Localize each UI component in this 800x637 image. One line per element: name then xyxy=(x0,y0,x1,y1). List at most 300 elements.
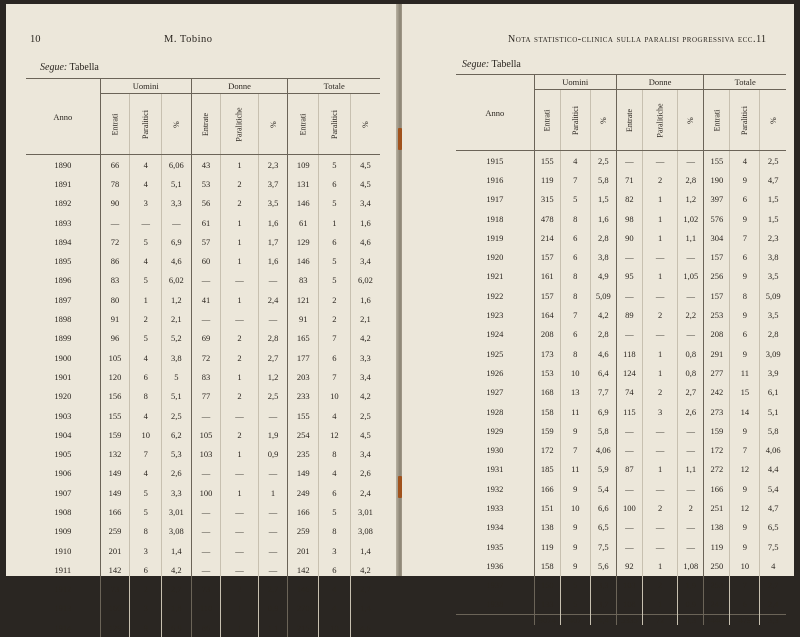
table-cell: 2 xyxy=(221,194,258,213)
table-cell: 8 xyxy=(130,387,162,406)
table-cell: 4,06 xyxy=(590,440,616,459)
year-cell: 1926 xyxy=(486,367,504,378)
table-cell: 2,7 xyxy=(258,580,288,599)
table-row xyxy=(26,406,380,425)
year-cell: 1894 xyxy=(54,236,72,247)
table-cell: 4,6 xyxy=(162,251,192,270)
table-cell: 2,1 xyxy=(350,309,380,328)
table-cell: 2 xyxy=(130,580,162,599)
table-cell: 155 xyxy=(100,406,130,425)
column-header xyxy=(730,90,760,151)
year-header: Anno xyxy=(26,79,100,155)
table-cell: 1,6 xyxy=(590,209,616,228)
table-cell: 10 xyxy=(319,387,351,406)
year-cell: 1917 xyxy=(486,194,504,205)
column-header-label: Entrati xyxy=(542,109,552,132)
table-row xyxy=(26,599,380,618)
table-cell: 259 xyxy=(100,522,130,541)
table-cell: 3,3 xyxy=(350,348,380,367)
table-cell: 165 xyxy=(288,329,319,348)
table-cell: 1,4 xyxy=(350,599,380,618)
column-header-label: Paralitici xyxy=(141,110,151,139)
table-cell: 10 xyxy=(319,618,351,637)
table-cell: 6 xyxy=(319,560,351,579)
column-header-label: Paralitici xyxy=(329,110,339,139)
year-cell: 1933 xyxy=(486,502,504,513)
column-header xyxy=(258,94,288,155)
table-row xyxy=(26,580,380,599)
table-cell: 105 xyxy=(100,348,130,367)
table-cell: 6,4 xyxy=(590,363,616,382)
table-cell: — xyxy=(642,421,677,440)
table-cell: 4 xyxy=(560,151,590,171)
segue-word: Segue: xyxy=(462,59,490,70)
table-cell: 5,8 xyxy=(760,421,786,440)
table-cell: 4,6 xyxy=(350,618,380,637)
table-cell: 82 xyxy=(616,190,642,209)
running-head: Nota statistico-clinica sulla paralisi progressiva ecc. xyxy=(508,34,756,45)
year-cell: 1930 xyxy=(486,445,504,456)
table-row xyxy=(26,290,380,309)
year-cell: 1895 xyxy=(54,256,72,267)
year-cell: 1900 xyxy=(54,352,72,363)
year-cell: 1920 xyxy=(486,252,504,263)
table-cell: 7 xyxy=(730,576,760,595)
table-cell: 3,3 xyxy=(162,483,192,502)
table-cell: 146 xyxy=(288,580,319,599)
table-cell: 9 xyxy=(730,518,760,537)
year-cell: 1937 xyxy=(486,580,504,591)
table-cell: 155 xyxy=(288,406,319,425)
table-cell: 4 xyxy=(130,174,162,193)
table-cell: 3,5 xyxy=(760,267,786,286)
year-cell: 1915 xyxy=(486,155,504,166)
table-cell: 1,05 xyxy=(678,267,704,286)
table-cell: 241 xyxy=(704,595,730,615)
table-row xyxy=(456,383,786,402)
table-row xyxy=(26,194,380,213)
table-row xyxy=(26,483,380,502)
table-cell: 83 xyxy=(100,271,130,290)
table-cell: 201 xyxy=(100,541,130,560)
table-cell: 2 xyxy=(221,348,258,367)
column-header xyxy=(191,94,221,155)
table-cell: 1 xyxy=(221,599,258,618)
table-cell: 3,8 xyxy=(590,247,616,266)
table-cell: 11 xyxy=(560,460,590,479)
table-cell: 92 xyxy=(616,556,642,575)
table-cell: — xyxy=(191,271,221,290)
table-cell: 272 xyxy=(704,460,730,479)
table-cell: 103 xyxy=(616,576,642,595)
table-cell: 0,9 xyxy=(258,599,288,618)
table-cell: 6 xyxy=(730,325,760,344)
table-cell: 1 xyxy=(642,556,677,575)
table-cell: 100 xyxy=(616,498,642,517)
table-cell: 3,08 xyxy=(350,522,380,541)
table-cell: 1,5 xyxy=(590,190,616,209)
table-cell: 4 xyxy=(319,580,351,599)
table-row xyxy=(26,387,380,406)
table-cell: — xyxy=(642,151,677,171)
table-cell: 7 xyxy=(130,444,162,463)
table-cell: 10 xyxy=(730,556,760,575)
table-cell: 4,2 xyxy=(350,560,380,579)
table-cell: 110 xyxy=(191,599,221,618)
table-cell: — xyxy=(616,151,642,171)
table-cell: 7 xyxy=(319,367,351,386)
table-cell: 77 xyxy=(191,387,221,406)
table-row xyxy=(26,464,380,483)
table-cell: 1 xyxy=(221,483,258,502)
table-cell: — xyxy=(678,247,704,266)
table-cell: 256 xyxy=(704,267,730,286)
table-cell: 3,5 xyxy=(258,194,288,213)
table-cell: 4,6 xyxy=(590,344,616,363)
year-cell: 1896 xyxy=(54,275,72,286)
table-cell: 2 xyxy=(642,383,677,402)
year-cell: 1921 xyxy=(486,271,504,282)
table-cell: 6 xyxy=(560,325,590,344)
table-cell: 129 xyxy=(288,232,319,251)
table-cell: 131 xyxy=(288,174,319,193)
table-cell: 1,08 xyxy=(678,556,704,575)
table-cell: 576 xyxy=(704,209,730,228)
table-cell: — xyxy=(130,213,162,232)
table-cell: 2 xyxy=(221,387,258,406)
table-cell: 407 xyxy=(560,615,590,626)
table-cell: 2 xyxy=(319,290,351,309)
table-cell: 3 xyxy=(130,194,162,213)
table-cell: 103 xyxy=(191,444,221,463)
table-cell: 0,9 xyxy=(258,444,288,463)
table-row xyxy=(456,537,786,556)
column-header xyxy=(642,90,677,151)
table-cell: 185 xyxy=(534,460,560,479)
group-header: Donne xyxy=(191,79,288,94)
table-cell: 253 xyxy=(704,576,730,595)
table-cell: 4 xyxy=(319,599,351,618)
table-row xyxy=(456,460,786,479)
table-cell: 8 xyxy=(560,286,590,305)
year-cell: 1931 xyxy=(486,464,504,475)
column-header xyxy=(100,94,130,155)
table-cell: 259 xyxy=(288,522,319,541)
table-cell: 5,8 xyxy=(590,421,616,440)
year-cell: 1934 xyxy=(486,522,504,533)
year-cell: 1890 xyxy=(54,159,72,170)
table-cell: 138 xyxy=(704,518,730,537)
table-cell: — xyxy=(191,309,221,328)
table-cell: 13 xyxy=(560,383,590,402)
table-cell: 149 xyxy=(100,464,130,483)
table-cell: 109 xyxy=(288,155,319,175)
table-cell: — xyxy=(191,406,221,425)
table-cell: 4 xyxy=(319,406,351,425)
table-cell: 72 xyxy=(100,232,130,251)
table-row xyxy=(26,618,380,637)
table-cell: 270 xyxy=(288,599,319,618)
table-row xyxy=(456,190,786,209)
table-cell: 5,8 xyxy=(590,170,616,189)
table-cell: 1,02 xyxy=(678,209,704,228)
table-cell: — xyxy=(678,286,704,305)
table-cell: 3,5 xyxy=(760,305,786,324)
table-cell: 4 xyxy=(130,464,162,483)
table-row xyxy=(456,209,786,228)
table-cell: 5 xyxy=(560,190,590,209)
table-cell: 203 xyxy=(288,367,319,386)
table-cell: 7 xyxy=(560,440,590,459)
table-cell: 146 xyxy=(288,194,319,213)
column-header-label: % xyxy=(360,121,370,128)
year-cell: 1912 xyxy=(54,584,72,595)
table-cell: 3,7 xyxy=(258,174,288,193)
table-cell: 166 xyxy=(288,502,319,521)
table-row xyxy=(26,348,380,367)
table-cell: 12 xyxy=(319,425,351,444)
year-cell: 1908 xyxy=(54,506,72,517)
table-cell: 2,8 xyxy=(590,228,616,247)
table-cell: 56 xyxy=(191,194,221,213)
table-cell: 153 xyxy=(534,363,560,382)
table-cell: 1,6 xyxy=(258,251,288,270)
table-cell: 43 xyxy=(191,155,221,175)
column-header-label: % xyxy=(171,121,181,128)
column-header xyxy=(616,90,642,151)
year-cell: 1927 xyxy=(486,387,504,398)
table-cell: 0,8 xyxy=(678,363,704,382)
table-cell: 6,9 xyxy=(590,402,616,421)
table-cell: 7,7 xyxy=(590,383,616,402)
table-cell: 3,09 xyxy=(760,344,786,363)
table-cell: 5 xyxy=(130,232,162,251)
year-cell: 1906 xyxy=(54,468,72,479)
table-cell: 160 xyxy=(100,599,130,618)
group-header: Totale xyxy=(704,75,786,90)
year-cell: 1924 xyxy=(486,329,504,340)
table-cell: 6 xyxy=(319,348,351,367)
year-cell: 1925 xyxy=(486,348,504,359)
table-cell: 2 xyxy=(221,329,258,348)
table-cell: 4 xyxy=(130,155,162,175)
column-header-label: Paralitici xyxy=(570,106,580,135)
table-cell: 3 xyxy=(319,541,351,560)
table-cell: 3 xyxy=(130,541,162,560)
table-cell: 1 xyxy=(642,344,677,363)
year-cell: 1903 xyxy=(54,410,72,421)
table-cell: 159 xyxy=(100,425,130,444)
table-cell: 3,4 xyxy=(350,367,380,386)
table-cell: 4,5 xyxy=(350,425,380,444)
table-cell: 146 xyxy=(288,251,319,270)
table-cell: 2 xyxy=(221,425,258,444)
year-cell: 1918 xyxy=(486,213,504,224)
table-cell: 173 xyxy=(534,344,560,363)
table-cell: 3,8 xyxy=(760,247,786,266)
table-cell: 10 xyxy=(560,363,590,382)
table-cell: 11 xyxy=(560,402,590,421)
table-cell: 249 xyxy=(288,483,319,502)
table-cell: 6 xyxy=(730,247,760,266)
table-cell: 4 xyxy=(730,151,760,171)
segue-label xyxy=(40,62,99,73)
table-cell: 4,6 xyxy=(350,232,380,251)
table-cell: 2,7 xyxy=(162,580,192,599)
table-cell: 78 xyxy=(100,174,130,193)
table-cell: 1 xyxy=(221,232,258,251)
table-cell: 74 xyxy=(616,383,642,402)
table-cell: — xyxy=(258,541,288,560)
table-cell: 6,5 xyxy=(760,518,786,537)
page-number: 10 xyxy=(30,34,41,45)
table-cell: 15 xyxy=(730,383,760,402)
table-cell: 2,5 xyxy=(162,406,192,425)
table-cell: 155 xyxy=(534,151,560,171)
table-cell: 4,4 xyxy=(590,615,616,626)
table-cell: 4,5 xyxy=(350,174,380,193)
table-cell: 397 xyxy=(704,190,730,209)
segue-word: Segue: xyxy=(40,62,68,73)
year-cell: 1910 xyxy=(54,545,72,556)
table-cell: — xyxy=(642,325,677,344)
table-row xyxy=(456,595,786,615)
table-cell: 115 xyxy=(616,402,642,421)
table-cell: 1,9 xyxy=(678,576,704,595)
data-table xyxy=(456,74,786,625)
table-row xyxy=(456,344,786,363)
table-cell: 10 xyxy=(560,498,590,517)
table-cell: 1 xyxy=(130,290,162,309)
table-cell: 4,2 xyxy=(162,560,192,579)
table-cell: 6 xyxy=(730,190,760,209)
table-cell: 157 xyxy=(534,247,560,266)
table-cell: 6 xyxy=(319,232,351,251)
table-cell: 1,1 xyxy=(678,460,704,479)
table-cell: 1 xyxy=(221,213,258,232)
column-header xyxy=(288,94,319,155)
table-cell: 5 xyxy=(560,576,590,595)
year-cell: 1938 xyxy=(486,599,504,610)
table-cell: 2,8 xyxy=(590,325,616,344)
table-cell: — xyxy=(221,406,258,425)
year-cell: 1923 xyxy=(486,310,504,321)
table-cell: 4,2 xyxy=(590,305,616,324)
column-header xyxy=(221,94,258,155)
table-cell: 6 xyxy=(730,595,760,615)
table-cell: 1 xyxy=(221,444,258,463)
table-cell: 2,3 xyxy=(258,155,288,175)
table-cell: 304 xyxy=(704,228,730,247)
year-cell: 1935 xyxy=(486,541,504,552)
column-header xyxy=(704,90,730,151)
table-cell: 5 xyxy=(130,271,162,290)
table-cell: 9 xyxy=(730,421,760,440)
table-cell: 2,4 xyxy=(350,483,380,502)
table-cell: 2,6 xyxy=(678,402,704,421)
table-cell: 121 xyxy=(288,290,319,309)
table-cell: 3,4 xyxy=(350,444,380,463)
table-cell: 1,2 xyxy=(678,190,704,209)
table-cell: — xyxy=(678,518,704,537)
table-cell: 2 xyxy=(221,174,258,193)
table-cell: 6,02 xyxy=(350,271,380,290)
table-cell: — xyxy=(678,325,704,344)
table-cell: 251 xyxy=(704,498,730,517)
year-cell: 1916 xyxy=(486,174,504,185)
table-cell: 161 xyxy=(534,267,560,286)
table-cell: 1,6 xyxy=(258,213,288,232)
table-cell: — xyxy=(100,213,130,232)
table-cell: 9 xyxy=(560,479,590,498)
table-cell: 9 xyxy=(560,518,590,537)
table-cell: 1,4 xyxy=(162,541,192,560)
table-cell: 6 xyxy=(130,367,162,386)
table-cell: 6,6 xyxy=(590,498,616,517)
table-cell: 66 xyxy=(100,155,130,175)
table-row xyxy=(26,425,380,444)
table-cell: 157 xyxy=(704,286,730,305)
table-cell: 6,1 xyxy=(760,383,786,402)
table-cell: — xyxy=(258,464,288,483)
table-cell: 2,7 xyxy=(350,580,380,599)
table-cell: 4,2 xyxy=(350,387,380,406)
table-cell: 71 xyxy=(616,170,642,189)
table-cell: 2,3 xyxy=(760,228,786,247)
column-header-label: Paralitiche xyxy=(235,107,245,142)
table-cell: — xyxy=(258,502,288,521)
table-cell: 0,9 xyxy=(678,595,704,615)
table-cell: 172 xyxy=(534,440,560,459)
year-cell: 1905 xyxy=(54,449,72,460)
table-cell: 138 xyxy=(534,518,560,537)
column-header xyxy=(130,94,162,155)
table-cell: 2 xyxy=(130,309,162,328)
table-cell: 5,4 xyxy=(760,479,786,498)
table-cell: 9074 xyxy=(534,615,560,626)
table-cell: 120 xyxy=(100,367,130,386)
table-cell: 6 xyxy=(560,228,590,247)
table-cell: — xyxy=(642,479,677,498)
table-cell: 159 xyxy=(704,421,730,440)
table-cell: 1,6 xyxy=(350,290,380,309)
table-row xyxy=(456,479,786,498)
table-cell: 5,2 xyxy=(162,329,192,348)
table-cell: 1,2 xyxy=(258,367,288,386)
year-cell: 1913 xyxy=(54,603,72,614)
table-cell: 5,3 xyxy=(162,444,192,463)
table-cell: 4 xyxy=(130,251,162,270)
year-cell: 1922 xyxy=(486,290,504,301)
table-cell: — xyxy=(642,518,677,537)
table-cell: 69 xyxy=(191,329,221,348)
column-header xyxy=(678,90,704,151)
table-cell: — xyxy=(616,440,642,459)
table-cell: 1 xyxy=(221,290,258,309)
year-cell: 1914 xyxy=(54,622,72,633)
table-row xyxy=(26,232,380,251)
table-cell: 8 xyxy=(560,344,590,363)
table-cell: 129 xyxy=(100,618,130,637)
table-cell: 166 xyxy=(704,479,730,498)
year-cell: 1920 xyxy=(54,391,72,402)
column-header xyxy=(534,90,560,151)
table-cell: 5,09 xyxy=(760,286,786,305)
table-cell: 4 xyxy=(319,464,351,483)
column-header-label: Entrati xyxy=(110,113,120,136)
table-cell: 57 xyxy=(191,232,221,251)
table-cell: 0,8 xyxy=(678,344,704,363)
